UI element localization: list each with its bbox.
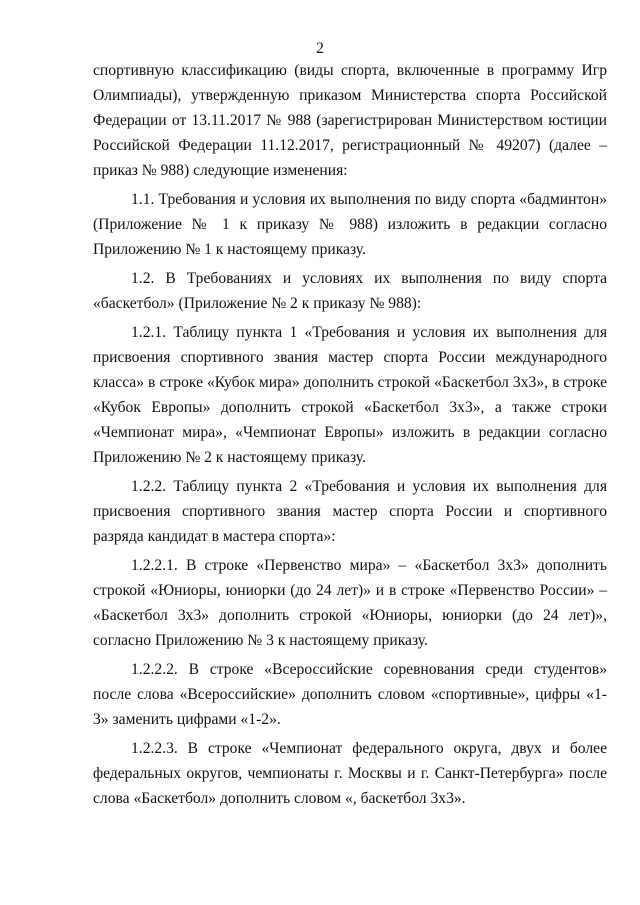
page-number: 2 — [316, 40, 324, 57]
paragraph-1-2-2-3: 1.2.2.3. В строке «Чемпионат федерального округа, двух и более федеральных округов, чемпионаты г. Москвы и г. Санкт-Петербурга» после слова «Баскетбол» дополнить словом «, баскетбол 3х3». — [93, 740, 607, 807]
paragraph-intro-continuation: спортивную классификацию (виды спорта, включенные в программу Игр Олимпиады), утвержденную приказом Министерства спорта Российской Федерации от 13.11.2017 № 988 (зарегистрирован Министерством юстиции Российской Федерации 11.12.2017, регистрационный № 49207) (далее – приказ № 988) следующие изменения: — [93, 62, 607, 179]
paragraph-1-1: 1.1. Требования и условия их выполнения по виду спорта «бадминтон» (Приложение № 1 к приказу № 988) изложить в редакции согласно Приложению № 1 к настоящему приказу. — [93, 191, 607, 258]
paragraph-1-2: 1.2. В Требованиях и условиях их выполнения по виду спорта «баскетбол» (Приложение № 2 к приказу № 988): — [93, 270, 607, 312]
document-body — [93, 58, 607, 815]
paragraph-1-2-2-1: 1.2.2.1. В строке «Первенство мира» – «Баскетбол 3х3» дополнить строкой «Юниоры, юниорки (до 24 лет)» и в строке «Первенство России» – «Баскетбол 3х3» дополнить строкой «Юниоры, юниорки (до 24 лет)», согласно Приложению № 3 к настоящему приказу. — [93, 557, 607, 649]
paragraph-1-2-2-2: 1.2.2.2. В строке «Всероссийские соревнования среди студентов» после слова «Всероссийские» дополнить словом «спортивные», цифры «1-3» заменить цифрами «1-2». — [93, 661, 607, 728]
paragraph-1-2-2: 1.2.2. Таблицу пункта 2 «Требования и условия их выполнения для присвоения спортивного звания мастер спорта России и спортивного разряда кандидат в мастера спорта»: — [93, 478, 607, 545]
paragraph-1-2-1: 1.2.1. Таблицу пункта 1 «Требования и условия их выполнения для присвоения спортивного звания мастер спорта России международного класса» в строке «Кубок мира» дополнить строкой «Баскетбол 3х3», в строке «Кубок Европы» дополнить строкой «Баскетбол 3х3», а также строки «Чемпионат мира», «Чемпионат Европы» изложить в редакции согласно Приложению № 2 к настоящему приказу. — [93, 324, 607, 466]
